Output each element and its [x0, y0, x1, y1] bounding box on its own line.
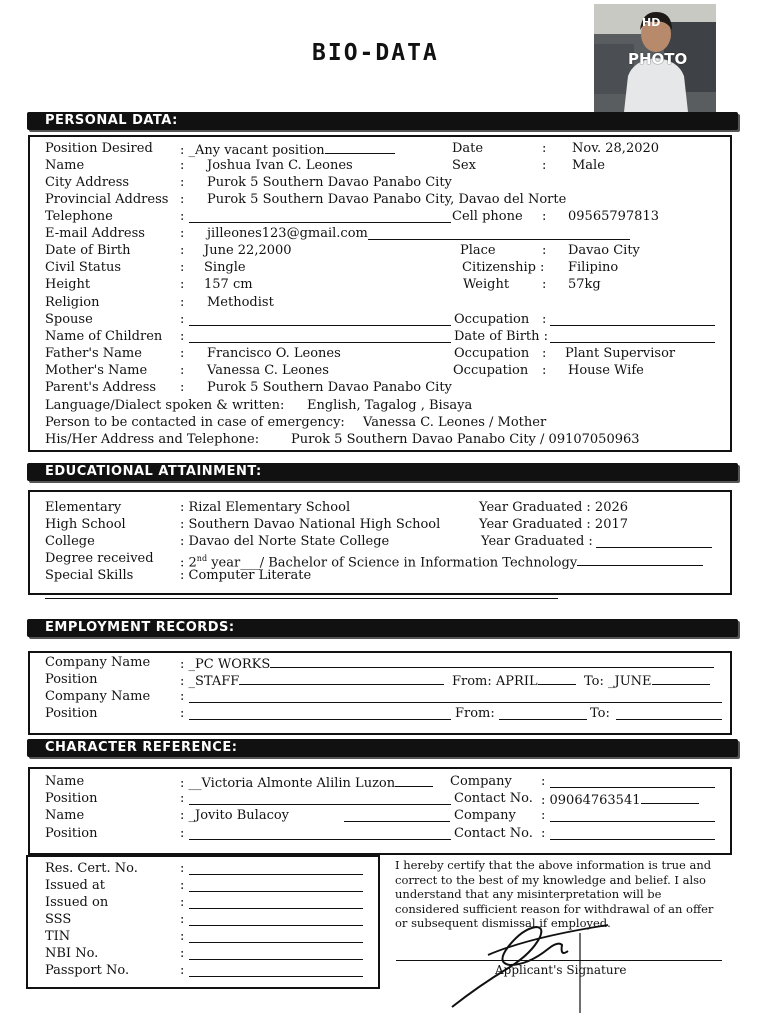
applicant-photo: [594, 4, 716, 112]
nbi-line: [189, 959, 363, 960]
signature-label: Applicant's Signature: [495, 963, 627, 977]
city-address-label: City Address: [45, 175, 130, 190]
nbi-label: NBI No.: [45, 946, 99, 961]
colon: :: [180, 706, 185, 721]
colon: :: [180, 243, 185, 258]
issued-on-label: Issued on: [45, 895, 109, 910]
sex-value: Male: [572, 158, 605, 173]
colon: :: [180, 277, 185, 292]
date-value: Nov. 28,2020: [572, 141, 660, 156]
elementary-label: Elementary: [45, 500, 122, 515]
father-label: Father's Name: [45, 346, 142, 361]
highschool-value: : Southern Davao National High School: [180, 517, 441, 532]
section-title: EMPLOYMENT RECORDS:: [45, 620, 235, 635]
highschool-label: High School: [45, 517, 126, 532]
company2-line: [189, 702, 722, 703]
issued-on-line: [189, 908, 363, 909]
civil-status-label: Civil Status: [45, 260, 122, 275]
emergency-address-label: His/Her Address and Telephone:: [45, 432, 260, 447]
colon: :: [542, 243, 547, 258]
company-label: Company Name: [45, 655, 151, 670]
page-title: BIO-DATA: [312, 40, 439, 66]
colon: :: [180, 791, 185, 806]
college-year: Year Graduated :: [481, 534, 593, 549]
email-label: E-mail Address: [45, 226, 145, 241]
height-label: Height: [45, 277, 91, 292]
colon: :: [180, 175, 185, 190]
colon: :: [180, 912, 185, 927]
to2-label: To:: [590, 706, 610, 721]
skills-label: Special Skills: [45, 568, 134, 583]
photo-label: PHOTO: [628, 50, 688, 68]
company1-value: : _PC WORKS: [180, 655, 714, 673]
skills-value: : Computer Literate: [180, 568, 312, 583]
position-label: Position: [45, 672, 98, 687]
ref1-company-label: Company: [450, 774, 512, 789]
emergency-label: Person to be contacted in case of emergency:: [45, 415, 345, 430]
weight-value: 57kg: [568, 277, 601, 292]
passport-label: Passport No.: [45, 963, 130, 978]
religion-value: Methodist: [207, 295, 274, 310]
children-line: [189, 342, 451, 343]
spouse-line: [189, 325, 451, 326]
section-header-personal: [27, 112, 738, 130]
elementary-year: Year Graduated : 2026: [479, 500, 629, 515]
ref2-contact-line: [550, 839, 715, 840]
passport-line: [189, 976, 363, 977]
degree-value: : 2nd year___/ Bachelor of Science in Information Technology: [180, 551, 703, 571]
colon: :: [542, 363, 547, 378]
father-occupation-value: Plant Supervisor: [565, 346, 676, 361]
ref2-company-line: [550, 821, 715, 822]
religion-label: Religion: [45, 295, 100, 310]
issued-at-label: Issued at: [45, 878, 105, 893]
colon: :: [180, 295, 185, 310]
ref1-contact-value: : 09064763541: [541, 791, 699, 809]
colon: :: [540, 260, 545, 275]
language-label: Language/Dialect spoken & written:: [45, 398, 285, 413]
section-title: EDUCATIONAL ATTAINMENT:: [45, 464, 262, 479]
colon: :: [180, 861, 185, 876]
colon: :: [180, 878, 185, 893]
height-value: 157 cm: [204, 277, 253, 292]
parent-address-label: Parent's Address: [45, 380, 157, 395]
tin-label: TIN: [45, 929, 71, 944]
colon: :: [180, 209, 185, 224]
section-header-reference: [27, 739, 738, 757]
position-desired-value: : _Any vacant position: [180, 141, 395, 159]
children-label: Name of Children: [45, 329, 163, 344]
colon: :: [180, 929, 185, 944]
college-year-line: [596, 547, 712, 548]
res-cert-label: Res. Cert. No.: [45, 861, 138, 876]
colon: :: [180, 260, 185, 275]
colon: :: [542, 277, 547, 292]
colon: :: [180, 826, 185, 841]
colon: :: [180, 192, 185, 207]
colon: :: [180, 312, 185, 327]
telephone-line: [189, 222, 451, 223]
section-header-education: [27, 463, 738, 481]
elementary-value: : Rizal Elementary School: [180, 500, 351, 515]
tin-line: [189, 942, 363, 943]
ref2-position-line: [189, 839, 451, 840]
city-address-value: Purok 5 Southern Davao Panabo City: [207, 175, 452, 190]
company2-label: Company Name: [45, 689, 151, 704]
ref1-name-label: Name: [45, 774, 85, 789]
colon: :: [180, 158, 185, 173]
section-title: CHARACTER REFERENCE:: [45, 740, 238, 755]
citizenship-label: Citizenship: [462, 260, 536, 275]
spouse-occupation-line: [550, 325, 715, 326]
colon: :: [542, 158, 547, 173]
dob-value: June 22,2000: [204, 243, 292, 258]
weight-label: Weight: [463, 277, 510, 292]
parent-address-value: Purok 5 Southern Davao Panabo City: [207, 380, 452, 395]
spouse-occupation-label: Occupation: [454, 312, 530, 327]
colon: :: [541, 826, 546, 841]
father-value: Francisco O. Leones: [207, 346, 341, 361]
colon: :: [542, 346, 547, 361]
place-label: Place: [460, 243, 496, 258]
ref2-contact-label: Contact No.: [454, 826, 533, 841]
child-dob-label: Date of Birth :: [454, 329, 549, 344]
place-value: Davao City: [568, 243, 640, 258]
mother-occupation-value: House Wife: [568, 363, 644, 378]
provincial-address-label: Provincial Address: [45, 192, 169, 207]
mother-value: Vanessa C. Leones: [207, 363, 329, 378]
from2-line: [499, 719, 587, 720]
issued-at-line: [189, 891, 363, 892]
name-value: Joshua Ivan C. Leones: [207, 158, 353, 173]
education-divider: [45, 598, 558, 599]
position2-line: [189, 719, 451, 720]
certification-text: I hereby certify that the above information is true and correct to the best of my knowledge and belief. I also understand that any misinterpretation will be considered sufficient reason for withdrawal of an offer or subsequent dismissal if employed.: [395, 858, 714, 931]
ref2-position-label: Position: [45, 826, 98, 841]
colon: :: [542, 312, 547, 327]
telephone-label: Telephone: [45, 209, 113, 224]
ref1-position-line: [189, 804, 451, 805]
mother-label: Mother's Name: [45, 363, 148, 378]
section-title: PERSONAL DATA:: [45, 113, 178, 128]
ref1-position-label: Position: [45, 791, 98, 806]
citizenship-value: Filipino: [568, 260, 619, 275]
colon: :: [541, 774, 546, 789]
from2-label: From:: [455, 706, 495, 721]
civil-status-value: Single: [204, 260, 246, 275]
hd-label: HD: [642, 16, 661, 29]
position2-label: Position: [45, 706, 98, 721]
colon: :: [180, 346, 185, 361]
colon: :: [542, 209, 547, 224]
section-header-employment: [27, 619, 738, 637]
sex-label: Sex: [452, 158, 476, 173]
degree-label: Degree received: [45, 551, 154, 566]
email-line: [368, 239, 630, 240]
spouse-label: Spouse: [45, 312, 93, 327]
sss-line: [189, 925, 363, 926]
name-label: Name: [45, 158, 85, 173]
colon: :: [180, 689, 185, 704]
colon: :: [180, 363, 185, 378]
colon: :: [180, 329, 185, 344]
colon: :: [180, 380, 185, 395]
ref1-name-value: : __Victoria Almonte Alilin Luzon: [180, 774, 433, 792]
colon: :: [180, 963, 185, 978]
date-label: Date: [452, 141, 484, 156]
highschool-year: Year Graduated : 2017: [479, 517, 629, 532]
colon: :: [541, 808, 546, 823]
res-cert-line: [189, 874, 363, 875]
ref2-name-line: [344, 821, 450, 822]
to2-line: [616, 719, 722, 720]
cellphone-label: Cell phone: [452, 209, 523, 224]
to1-value: To: _JUNE: [584, 672, 710, 690]
colon: :: [180, 946, 185, 961]
ref1-company-line: [550, 787, 715, 788]
cellphone-value: 09565797813: [568, 209, 659, 224]
father-occupation-label: Occupation: [454, 346, 530, 361]
ref2-company-label: Company: [454, 808, 516, 823]
ref2-name-value: : _Jovito Bulacoy: [180, 808, 290, 823]
provincial-address-value: Purok 5 Southern Davao Panabo City, Davao del Norte: [207, 192, 567, 207]
colon: :: [180, 226, 185, 241]
emergency-address-value: Purok 5 Southern Davao Panabo City / 09107050963: [291, 432, 640, 447]
ref1-contact-label: Contact No.: [454, 791, 533, 806]
child-dob-line: [550, 342, 715, 343]
mother-occupation-label: Occupation: [453, 363, 529, 378]
language-value: English, Tagalog , Bisaya: [307, 398, 473, 413]
college-value: : Davao del Norte State College: [180, 534, 390, 549]
ref2-name-label: Name: [45, 808, 85, 823]
position1-value: : _STAFF: [180, 672, 444, 690]
email-value: jilleones123@gmail.com: [207, 226, 368, 241]
colon: :: [180, 895, 185, 910]
college-label: College: [45, 534, 95, 549]
position-desired-label: Position Desired: [45, 141, 153, 156]
emergency-value: Vanessa C. Leones / Mother: [363, 415, 547, 430]
colon: :: [542, 141, 547, 156]
dob-label: Date of Birth: [45, 243, 131, 258]
from1-value: From: APRIL: [452, 672, 576, 690]
sss-label: SSS: [45, 912, 72, 927]
